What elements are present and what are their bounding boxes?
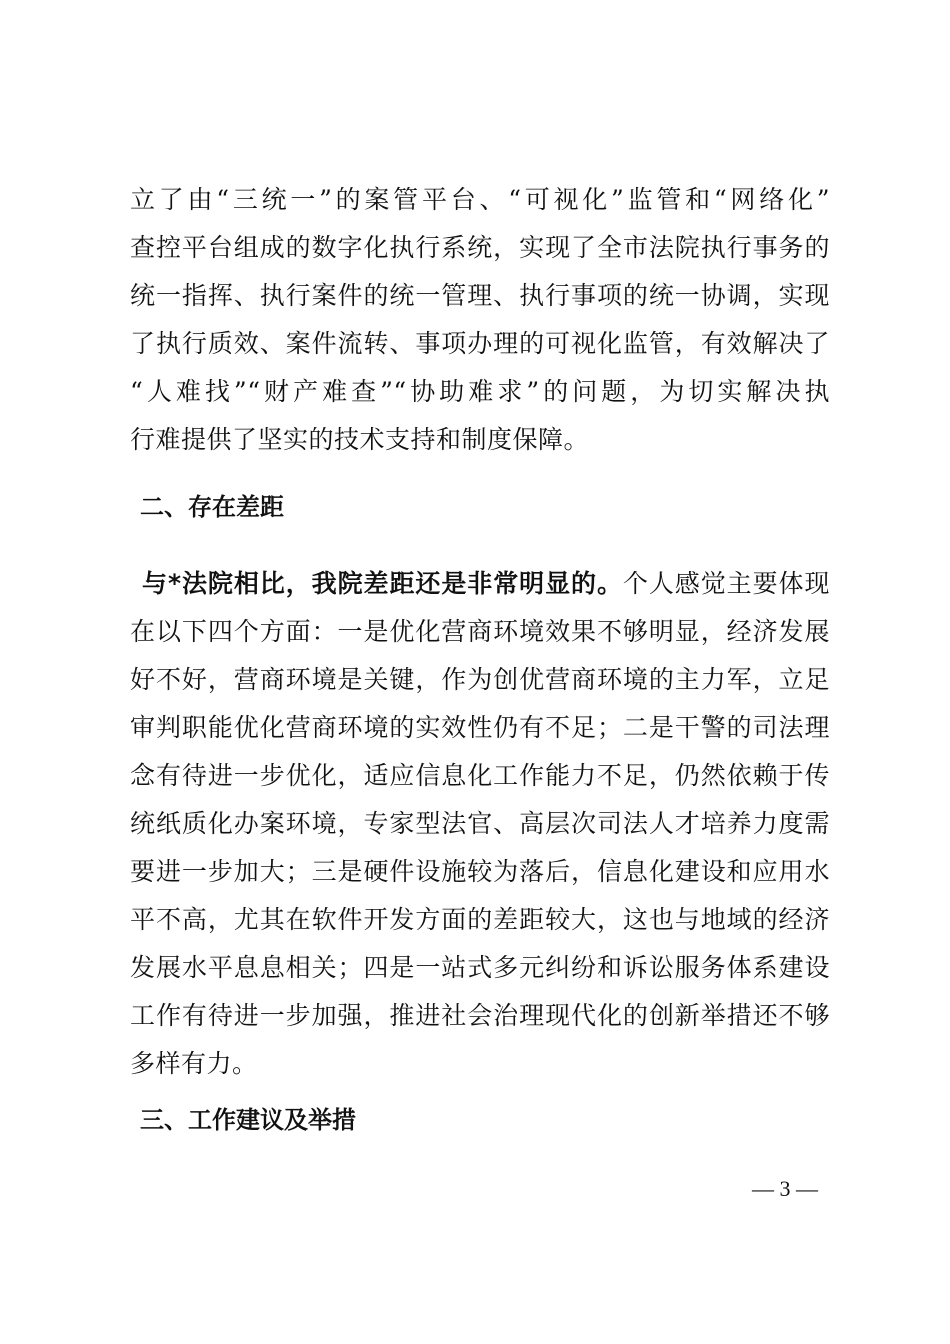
paragraph-line: 行难提供了坚实的技术支持和制度保障。 bbox=[130, 425, 590, 454]
paragraph-gaps bbox=[130, 560, 830, 1088]
paragraph-line: 统纸质化办案环境，专家型法官、高层次司法人才培养力度需 bbox=[130, 809, 830, 838]
paragraph-line: 了执行质效、案件流转、事项办理的可视化监管，有效解决了 bbox=[130, 329, 830, 358]
section-heading-gaps: 二、存在差距 bbox=[140, 493, 284, 521]
bold-lead-sentence: 与*法院相比，我院差距还是非常明显的。 bbox=[142, 569, 623, 598]
paragraph-line: 平不高，尤其在软件开发方面的差距较大，这也与地域的经济 bbox=[130, 905, 830, 934]
paragraph-line: “人难找”“财产难查”“协助难求”的问题，为切实解决执 bbox=[130, 377, 830, 406]
lead-rest-text: 个人感觉主要体现 bbox=[622, 569, 830, 598]
paragraph-line: 立了由“三统一”的案管平台、“可视化”监管和“网络化” bbox=[130, 185, 830, 214]
paragraph-execution-system bbox=[130, 176, 830, 464]
paragraph-line: 查控平台组成的数字化执行系统，实现了全市法院执行事务的 bbox=[130, 233, 830, 262]
paragraph-line: 审判职能优化营商环境的实效性仍有不足；二是干警的司法理 bbox=[130, 713, 830, 742]
paragraph-line: 念有待进一步优化，适应信息化工作能力不足，仍然依赖于传 bbox=[130, 761, 830, 790]
paragraph-line: 多样有力。 bbox=[130, 1049, 258, 1078]
paragraph-line: 统一指挥、执行案件的统一管理、执行事项的统一协调，实现 bbox=[130, 281, 830, 310]
paragraph-line: 要进一步加大；三是硬件设施较为落后，信息化建设和应用水 bbox=[130, 857, 830, 886]
paragraph-line: 发展水平息息相关；四是一站式多元纠纷和诉讼服务体系建设 bbox=[130, 953, 830, 982]
paragraph-line: 在以下四个方面：一是优化营商环境效果不够明显，经济发展 bbox=[130, 617, 830, 646]
paragraph-line-lead bbox=[130, 560, 830, 608]
paragraph-line: 工作有待进一步加强，推进社会治理现代化的创新举措还不够 bbox=[130, 1001, 830, 1030]
section-heading-suggestions: 三、工作建议及举措 bbox=[140, 1106, 356, 1134]
paragraph-line: 好不好，营商环境是关键，作为创优营商环境的主力军，立足 bbox=[130, 665, 830, 694]
page-number: — 3 — bbox=[752, 1176, 818, 1201]
